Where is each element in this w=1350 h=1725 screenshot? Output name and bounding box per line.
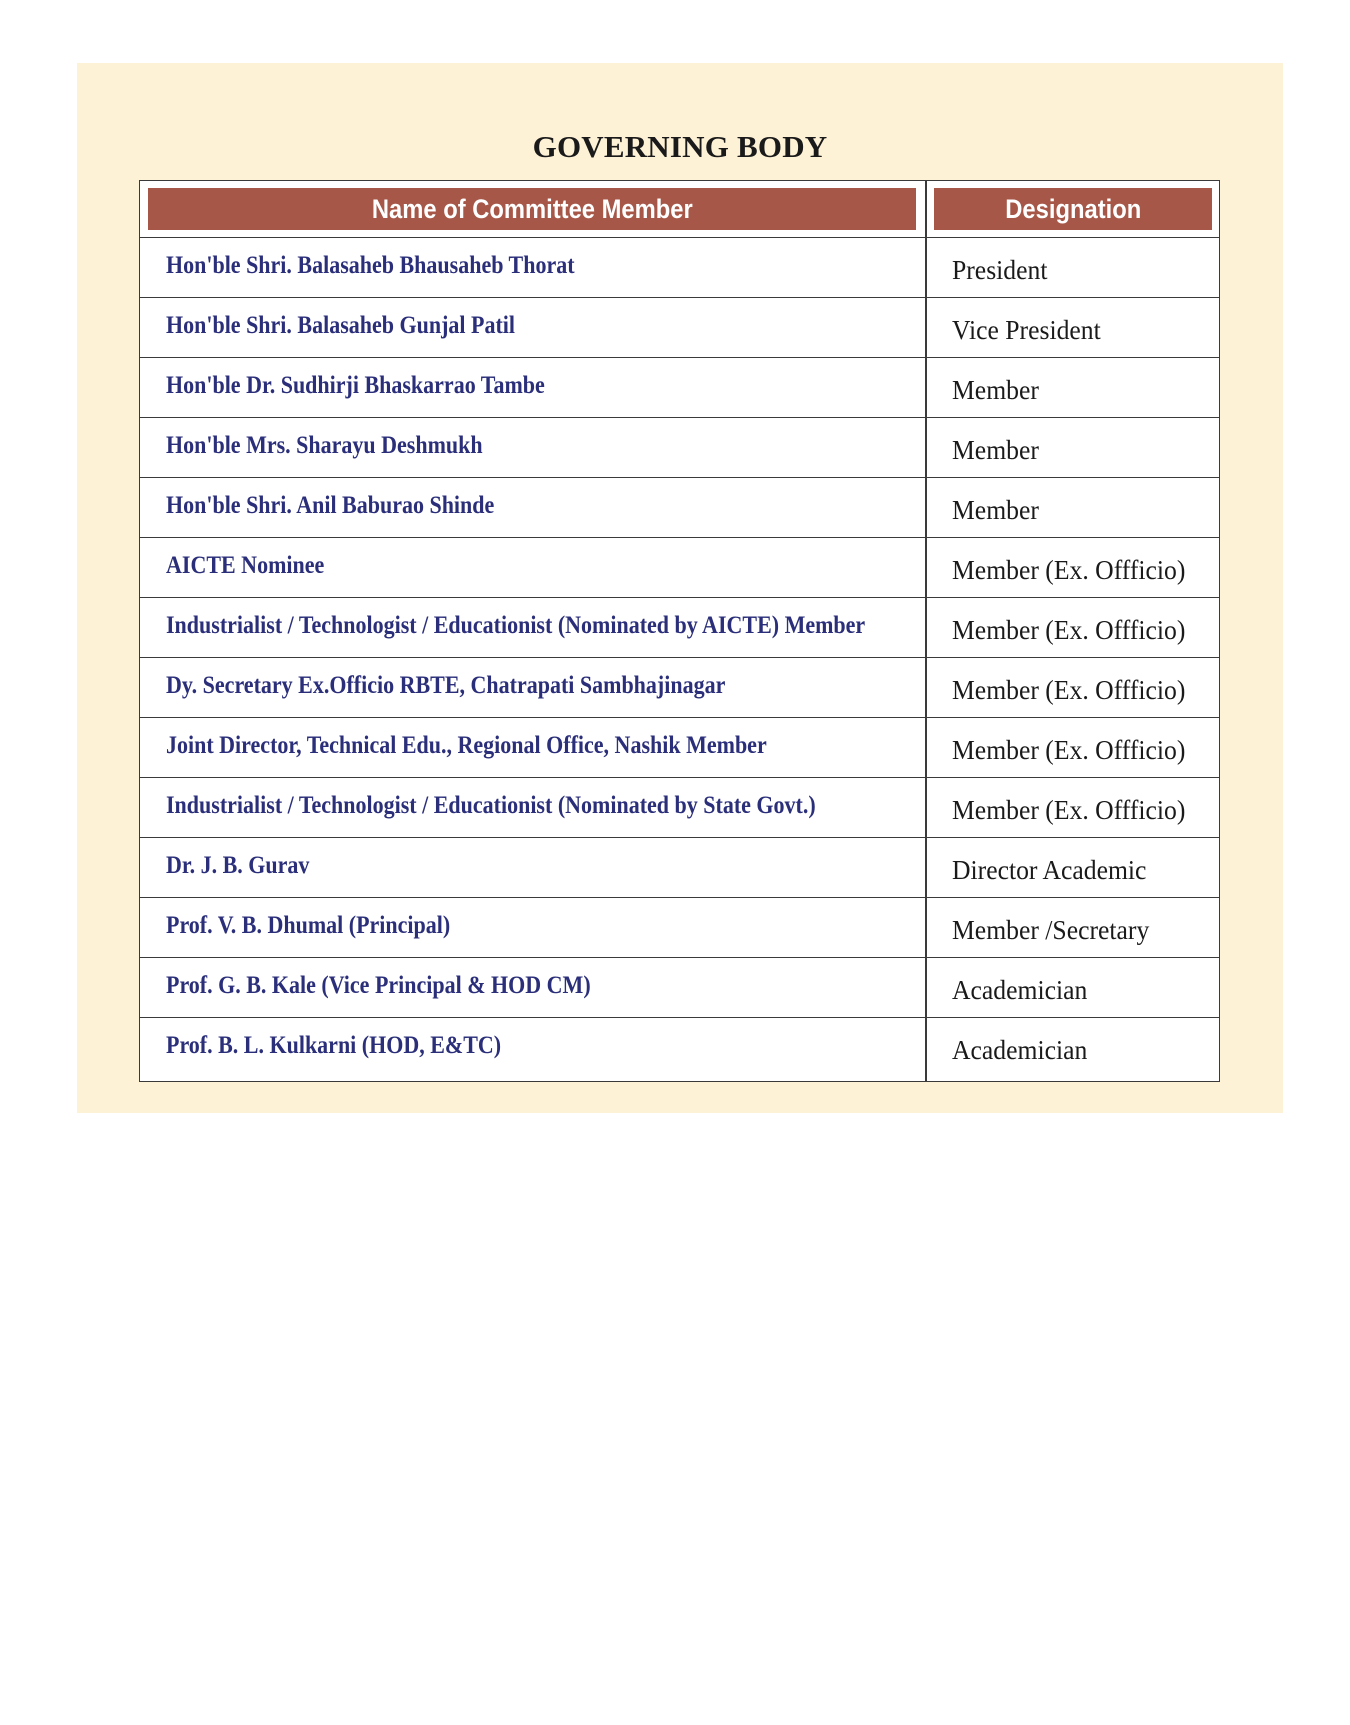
member-name: Hon'ble Dr. Sudhirji Bhaskarrao Tambe xyxy=(166,372,545,399)
header-name-label: Name of Committee Member xyxy=(371,193,693,224)
table-row xyxy=(140,538,1219,598)
table-row xyxy=(140,1018,1219,1084)
table-row xyxy=(140,598,1219,658)
member-name: Hon'ble Mrs. Sharayu Deshmukh xyxy=(166,432,483,459)
member-name: Prof. B. L. Kulkarni (HOD, E&TC) xyxy=(166,1032,502,1059)
table-row xyxy=(140,838,1219,898)
member-designation: Director Academic xyxy=(952,855,1147,885)
member-designation: Member xyxy=(952,495,1039,525)
member-name: Industrialist / Technologist / Educationist (Nominated by AICTE) Member xyxy=(166,612,866,639)
member-name: Hon'ble Shri. Anil Baburao Shinde xyxy=(166,492,495,519)
member-name: Industrialist / Technologist / Educationist (Nominated by State Govt.) xyxy=(166,792,816,819)
member-name: Joint Director, Technical Edu., Regional Office, Nashik Member xyxy=(166,732,767,759)
header-name-cell xyxy=(148,188,916,230)
governing-body-panel xyxy=(77,63,1283,1113)
member-name: Hon'ble Shri. Balasaheb Bhausaheb Thorat xyxy=(166,252,575,279)
committee-table xyxy=(139,180,1220,1082)
member-name: Dy. Secretary Ex.Officio RBTE, Chatrapati Sambhajinagar xyxy=(166,672,726,699)
member-designation: Academician xyxy=(952,1035,1088,1065)
table-row xyxy=(140,898,1219,958)
member-name: AICTE Nominee xyxy=(166,552,325,579)
member-name: Hon'ble Shri. Balasaheb Gunjal Patil xyxy=(166,312,516,339)
table-row xyxy=(140,658,1219,718)
table-row xyxy=(140,718,1219,778)
table-row xyxy=(140,778,1219,838)
member-name: Prof. V. B. Dhumal (Principal) xyxy=(166,912,451,939)
member-designation: President xyxy=(952,255,1048,285)
member-designation: Member xyxy=(952,435,1039,465)
table-header-row xyxy=(140,181,1219,238)
member-name: Dr. J. B. Gurav xyxy=(166,852,310,879)
member-designation: Member (Ex. Offficio) xyxy=(952,555,1186,585)
member-designation: Vice President xyxy=(952,315,1101,345)
table-row xyxy=(140,358,1219,418)
header-designation-cell xyxy=(934,188,1212,230)
page-title: GOVERNING BODY xyxy=(532,129,828,164)
member-designation: Academician xyxy=(952,975,1088,1005)
member-designation: Member (Ex. Offficio) xyxy=(952,615,1186,645)
table-row xyxy=(140,418,1219,478)
member-name: Prof. G. B. Kale (Vice Principal & HOD CM) xyxy=(166,972,591,999)
member-designation: Member (Ex. Offficio) xyxy=(952,795,1186,825)
header-designation-label: Designation xyxy=(1005,193,1141,224)
table-row xyxy=(140,298,1219,358)
table-row xyxy=(140,958,1219,1018)
table-body xyxy=(140,238,1219,1084)
member-designation: Member (Ex. Offficio) xyxy=(952,735,1186,765)
member-designation: Member xyxy=(952,375,1039,405)
table-row xyxy=(140,478,1219,538)
table-row xyxy=(140,238,1219,298)
member-designation: Member /Secretary xyxy=(952,915,1150,945)
member-designation: Member (Ex. Offficio) xyxy=(952,675,1186,705)
